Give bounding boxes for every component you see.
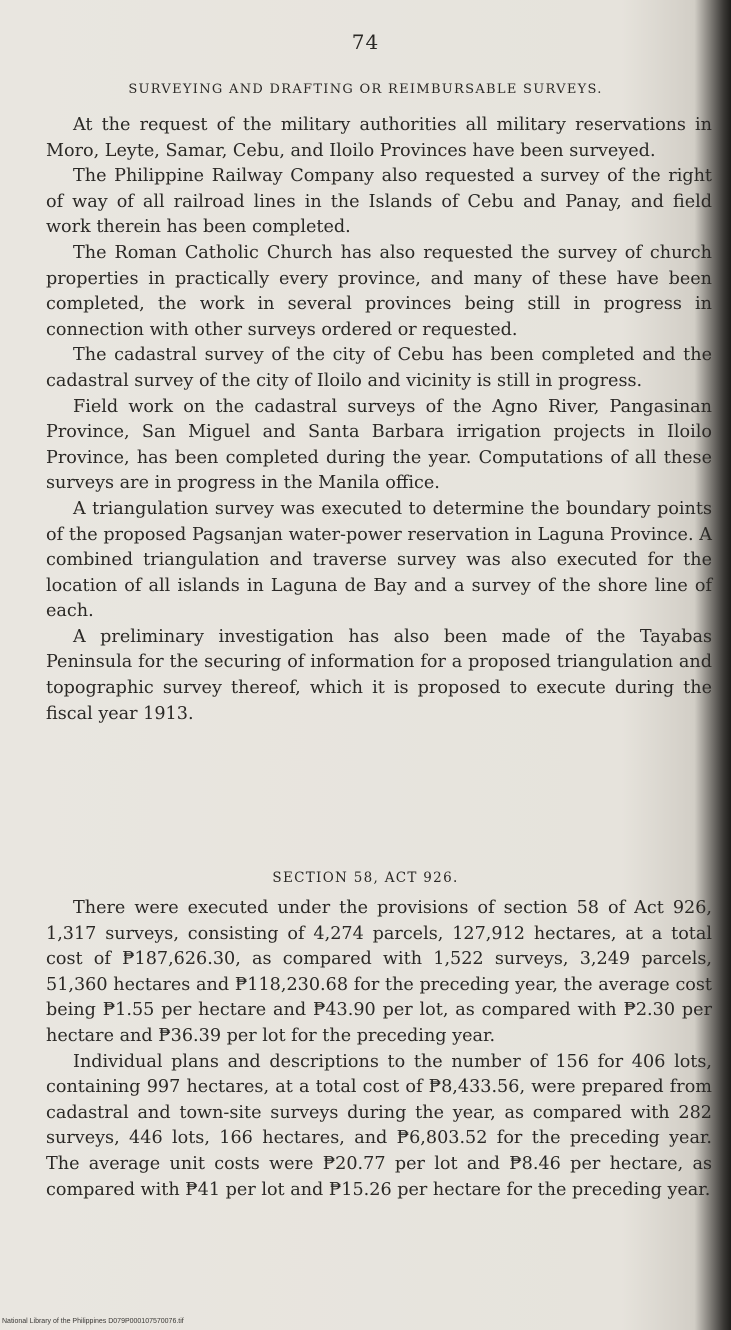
paragraph: A preliminary investigation has also been made of the Tayabas Peninsula for the securing of information for a proposed triangulation and topographic survey thereof, which it is proposed to execute during the fiscal year 1913. xyxy=(46,626,712,724)
paragraph: Field work on the cadastral surveys of the Agno River, Pangasinan Province, San Miguel and Santa Barbara irrigation projects in Iloilo Province, has been completed during the year. Computations of all these surveys are in progress in the Manila office. xyxy=(46,396,712,494)
paragraph: Individual plans and descriptions to the number of 156 for 406 lots, containing 997 hectares, at a total cost of ₱8,433.56, were prepared from cadastral and town-site surveys during the year, as compared with 282 surveys, 446 lots, 166 hectares, and ₱6,803.52 for the preceding year. The average unit costs were ₱20.77 per lot and ₱8.46 per hectare, as compared with ₱41 per lot and ₱15.26 per hectare for the preceding year. xyxy=(46,1051,712,1200)
paragraph: The Roman Catholic Church has also requested the survey of church properties in practically every province, and many of these have been completed, the work in several provinces being still in progress in connection with other surveys ordered or requested. xyxy=(46,242,712,340)
section-heading-reimbursable-surveys: SURVEYING AND DRAFTING OR REIMBURSABLE SURVEYS. xyxy=(128,82,603,97)
paragraph: The Philippine Railway Company also requested a survey of the right of way of all railroad lines in the Islands of Cebu and Panay, and field work therein has been completed. xyxy=(46,166,712,238)
page-number: 74 xyxy=(351,30,380,54)
scan-footer-caption: National Library of the Philippines D079P000107570076.tif xyxy=(2,1318,184,1325)
section-body-act-926 xyxy=(46,896,712,1203)
paragraph: At the request of the military authorities all military reservations in Moro, Leyte, Samar, Cebu, and Iloilo Provinces have been surveyed. xyxy=(46,115,712,161)
section-body-reimbursable-surveys xyxy=(46,113,712,727)
paragraph: There were executed under the provisions of section 58 of Act 926, 1,317 surveys, consisting of 4,274 parcels, 127,912 hectares, at a total cost of ₱187,626.30, as compared with 1,522 surveys, 3,249 parcels, 51,360 hectares and ₱118,230.68 for the preceding year, the average cost being ₱1.55 per hectare and ₱43.90 per lot, as compared with ₱2.30 per hectare and ₱36.39 per lot for the preceding year. xyxy=(46,898,712,1046)
paragraph: A triangulation survey was executed to determine the boundary points of the proposed Pagsanjan water-power reservation in Laguna Province. A combined triangulation and traverse survey was also executed for the location of all islands in Laguna de Bay and a survey of the shore line of each. xyxy=(46,498,712,622)
paragraph: The cadastral survey of the city of Cebu has been completed and the cadastral survey of the city of Iloilo and vicinity is still in progress. xyxy=(46,345,712,391)
section-heading-act-926: SECTION 58, ACT 926. xyxy=(272,870,459,886)
